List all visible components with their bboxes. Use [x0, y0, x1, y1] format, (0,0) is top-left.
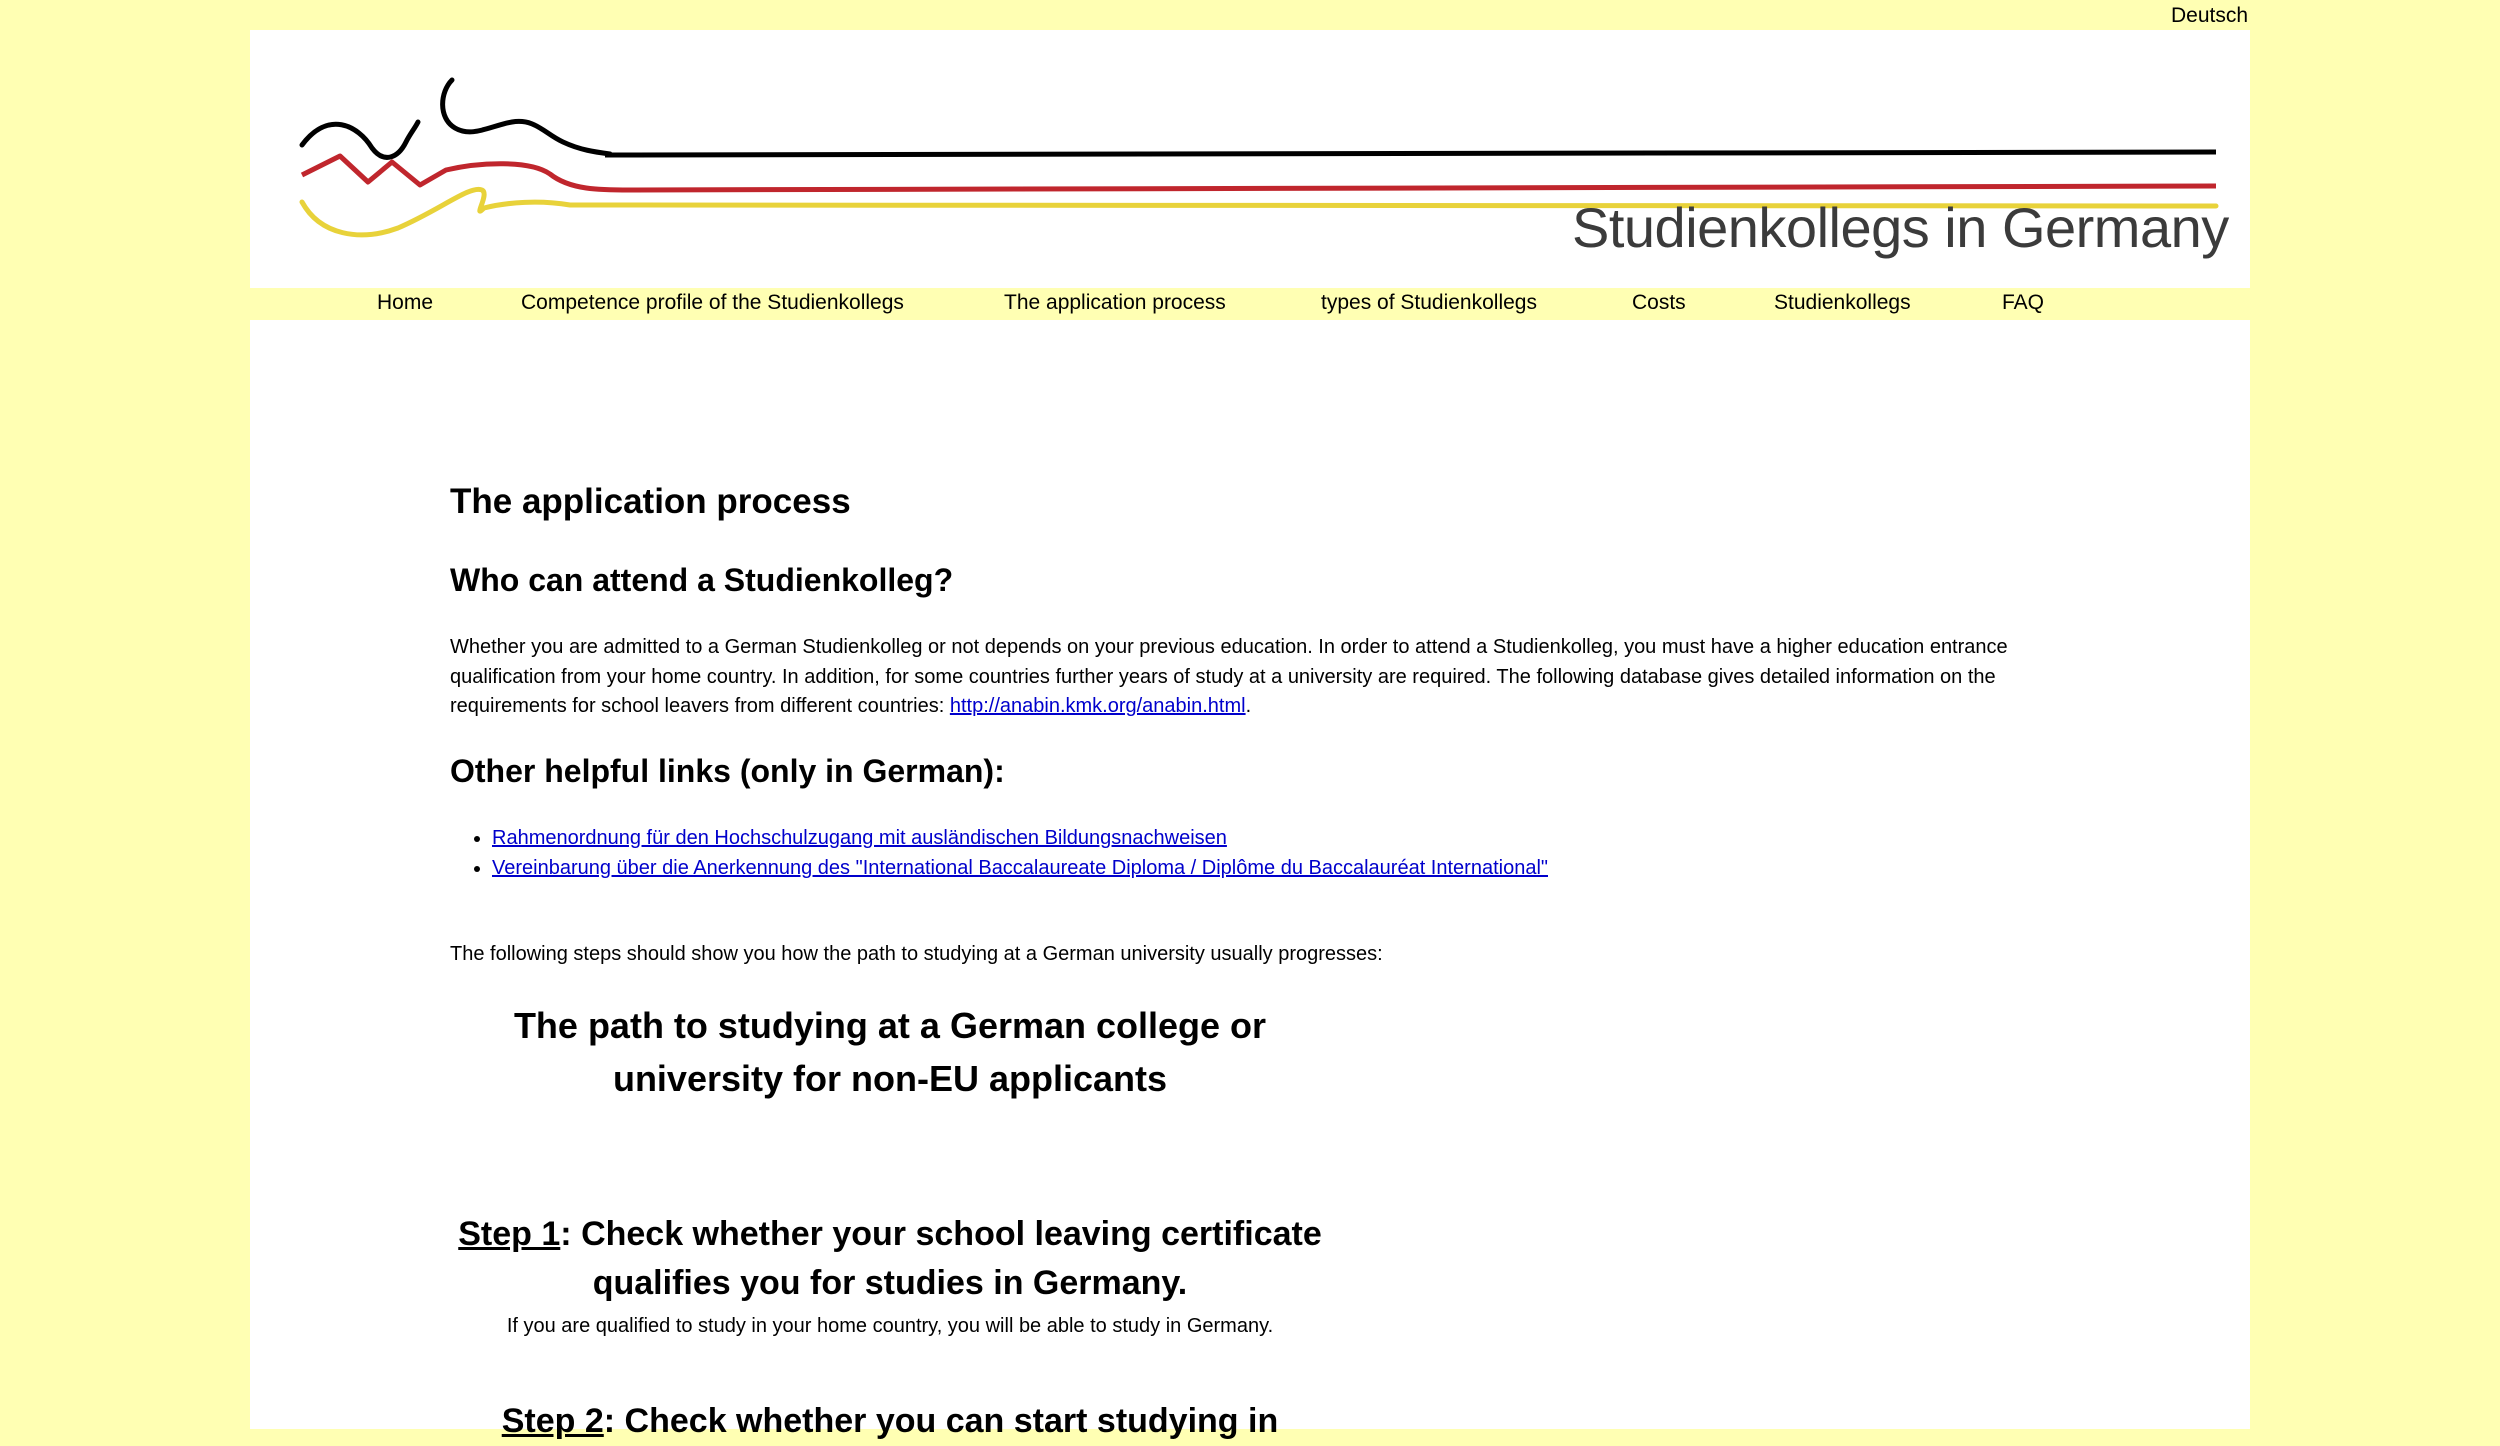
logo-black-stripe — [605, 152, 2216, 155]
nav-item-faq[interactable]: FAQ — [2002, 291, 2045, 314]
page-container — [250, 30, 2250, 1440]
site-header — [250, 30, 2250, 288]
step-1-link[interactable]: Step 1 — [458, 1215, 561, 1253]
anabin-link[interactable]: http://anabin.kmk.org/anabin.html — [949, 695, 1246, 717]
nav-item-types[interactable]: types of Studienkollegs — [1321, 291, 1537, 314]
site-title: Studienkollegs in Germany — [1572, 196, 2229, 259]
list-item — [492, 823, 1548, 853]
steps-intro-text: The following steps should show you how the path to studying at a German university usually progresses: — [450, 943, 1383, 965]
nav-item-costs[interactable]: Costs — [1632, 291, 1686, 314]
list-item — [492, 853, 1548, 883]
nav-item-application-process[interactable]: The application process — [1004, 291, 1226, 314]
rahmenordnung-link[interactable]: Rahmenordnung für den Hochschulzugang mit ausländischen Bildungsnachweisen — [492, 827, 1227, 849]
helpful-links-heading: Other helpful links (only in German): — [450, 753, 1005, 789]
step-2-link[interactable]: Step 2 — [501, 1402, 604, 1440]
step-1-title: : Check whether your school leaving certificate qualifies you for studies in Germany. — [560, 1215, 1322, 1302]
path-title: The path to studying at a German college or university for non-EU applicants — [513, 1005, 1267, 1099]
page-title: The application process — [450, 482, 851, 521]
logo-red-zigzag — [302, 156, 2216, 190]
who-can-attend-heading: Who can attend a Studienkolleg? — [450, 562, 954, 598]
baccalaureate-agreement-link[interactable]: Vereinbarung über die Anerkennung des "International Baccalaureate Diploma / Diplôme du Baccalauréat International" — [492, 857, 1548, 879]
nav-item-competence-profile[interactable]: Competence profile of the Studienkollegs — [521, 291, 904, 314]
language-switch-link[interactable]: Deutsch — [2171, 4, 2249, 27]
step-2-heading — [450, 1397, 1330, 1446]
step-1-heading — [450, 1210, 1330, 1308]
helpful-links-list — [450, 823, 1548, 883]
who-can-attend-text — [450, 633, 2070, 722]
logo-black-curl — [443, 80, 610, 154]
who-can-attend-body: Whether you are admitted to a German Studienkolleg or not depends on your previous education. In order to attend a Studienkolleg, you must have a higher education entrance qualification from your home country. In addition, for some countries further years of study at a university are required. The following database gives detailed information on the requirements for school leavers from different countries: — [450, 636, 2008, 717]
step-2-title: : Check whether you can start studying in — [603, 1402, 1279, 1440]
logo-black-wave — [302, 122, 418, 157]
step-1-description: If you are qualified to study in your home country, you will be able to study in Germany. — [506, 1315, 1274, 1337]
main-navigation — [250, 288, 2250, 320]
nav-item-studienkollegs[interactable]: Studienkollegs — [1774, 291, 1911, 314]
nav-item-home[interactable]: Home — [377, 291, 434, 314]
who-can-attend-suffix: . — [1245, 695, 1252, 717]
